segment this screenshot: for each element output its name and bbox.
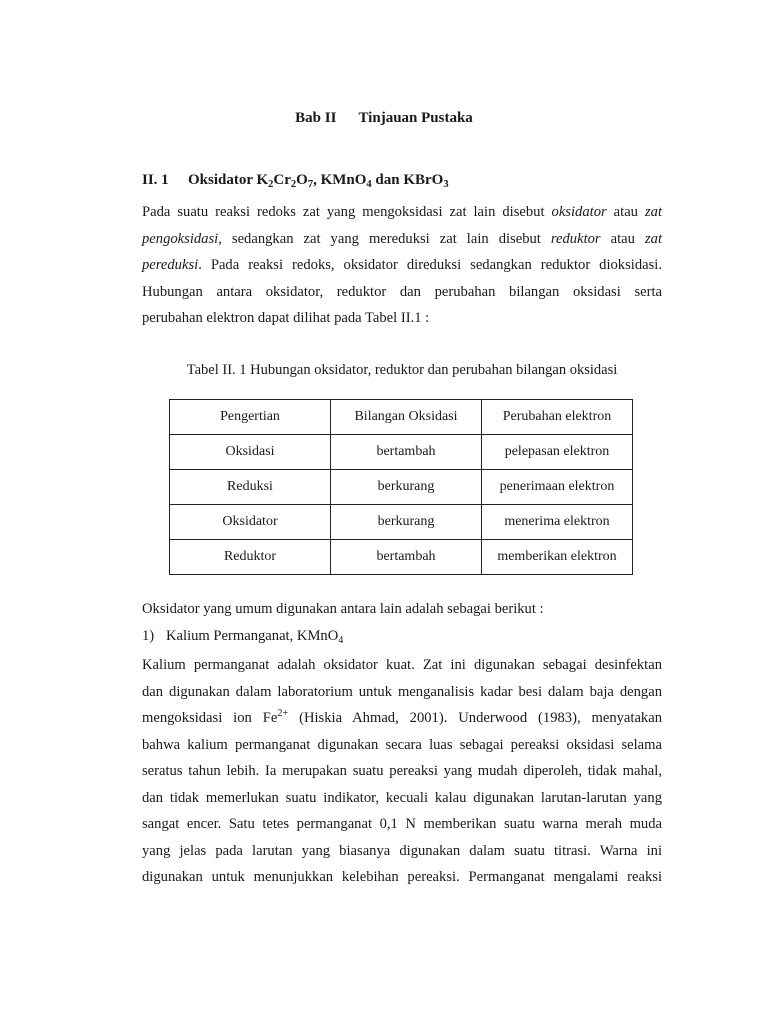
section-heading xyxy=(142,172,449,189)
body-line: yang jelas pada larutan yang biasanya digunakan dalam suatu titrasi. Warna ini xyxy=(142,842,662,859)
table-cell: berkurang xyxy=(331,470,482,505)
table-header-cell: Bilangan Oksidasi xyxy=(331,400,482,435)
body-line: sangat encer. Satu tetes permanganat 0,1 N memberikan suatu warna merah muda xyxy=(142,816,662,832)
body-line: bahwa kalium permanganat digunakan secara luas sebagai pereaksi oksidasi selama xyxy=(142,736,662,753)
list-item-number: 1) xyxy=(142,628,155,644)
intro-line: Pada suatu reaksi redoks zat yang mengoksidasi zat lain disebut oksidator atau zat xyxy=(142,204,662,220)
chapter-number: Bab II xyxy=(295,110,337,126)
table-cell: Oksidasi xyxy=(170,435,331,470)
body-line: mengoksidasi ion $Fe^{2+}$ (Hiskia Ahmad, 2001). Underwood (1983), menyatakan xyxy=(142,708,662,726)
chapter-heading xyxy=(0,110,768,127)
table-cell: Oksidator xyxy=(170,505,331,540)
list-intro: Oksidator yang umum digunakan antara lain adalah sebagai berikut : xyxy=(142,601,544,617)
section-number: II. 1 xyxy=(142,172,169,188)
chapter-title: Tinjauan Pustaka xyxy=(358,110,473,126)
table-cell: menerima elektron xyxy=(482,505,633,540)
body-line: seratus tahun lebih. Ia merupakan suatu pereaksi yang mudah diperoleh, tidak mahal, xyxy=(142,763,662,779)
table-header-cell: Perubahan elektron xyxy=(482,400,633,435)
table-cell: pelepasan elektron xyxy=(482,435,633,470)
table-row xyxy=(170,435,633,470)
table-header-cell: Pengertian xyxy=(170,400,331,435)
intro-line: perubahan elektron dapat dilihat pada Tabel II.1 : xyxy=(142,310,430,326)
body-line: Kalium permanganat adalah oksidator kuat. Zat ini digunakan sebagai desinfektan xyxy=(142,657,662,673)
table-header-row xyxy=(170,400,633,435)
body-line: dan tidak memerlukan suatu indikator, kecuali kalau digunakan larutan-larutan yang xyxy=(142,789,662,806)
table-cell: memberikan elektron xyxy=(482,540,633,575)
section-title: Oksidator $K_2Cr_2O_7$, KMnO$_4$ dan KBrO$_3$ xyxy=(188,172,449,190)
body-line: dan digunakan dalam laboratorium untuk menganalisis kadar besi dalam baja dengan xyxy=(142,683,662,700)
list-item-label: Kalium Permanganat, KMnO$_4$ xyxy=(166,628,344,646)
table-cell: berkurang xyxy=(331,505,482,540)
table-cell: Reduksi xyxy=(170,470,331,505)
list-item xyxy=(142,628,343,645)
body-line: digunakan untuk menunjukkan kelebihan pereaksi. Permanganat mengalami reaksi xyxy=(142,869,662,885)
body-paragraph xyxy=(142,652,662,891)
table-cell: Reduktor xyxy=(170,540,331,575)
table-cell: penerimaan elektron xyxy=(482,470,633,505)
intro-line: Hubungan antara oksidator, reduktor dan perubahan bilangan oksidasi serta xyxy=(142,283,662,300)
table-row xyxy=(170,470,633,505)
intro-line: pengoksidasi, sedangkan zat yang mereduksi zat lain disebut reduktor atau zat xyxy=(142,230,662,247)
table-cell: bertambah xyxy=(331,435,482,470)
oxidation-table xyxy=(169,399,633,575)
table-row xyxy=(170,505,633,540)
intro-paragraph xyxy=(142,199,662,332)
table-caption: Tabel II. 1 Hubungan oksidator, reduktor dan perubahan bilangan oksidasi xyxy=(186,362,618,378)
table-cell: bertambah xyxy=(331,540,482,575)
table-row xyxy=(170,540,633,575)
intro-line: pereduksi. Pada reaksi redoks, oksidator direduksi sedangkan reduktor dioksidasi. xyxy=(142,257,662,273)
